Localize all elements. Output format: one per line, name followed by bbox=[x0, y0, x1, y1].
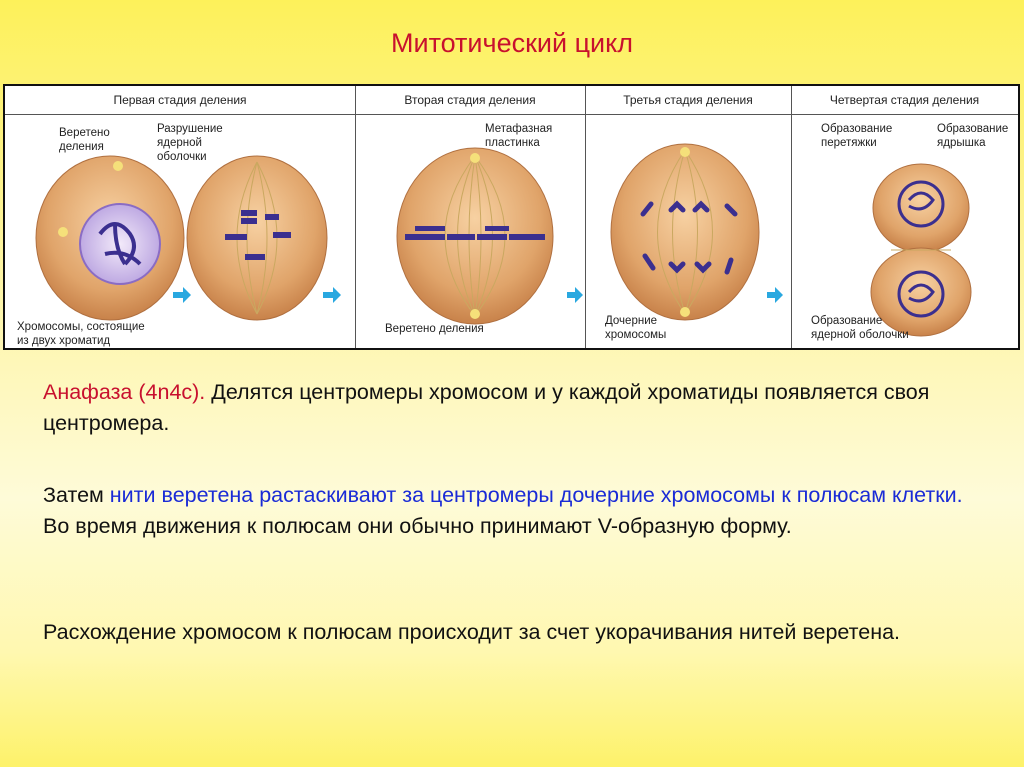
stage-1 bbox=[5, 86, 356, 348]
stage-3-illustration bbox=[585, 114, 791, 348]
label-envelope-breakdown: Разрушение ядерной оболочки bbox=[157, 123, 223, 163]
spindle-highlight: нити веретена растаскивают за центромеры дочерние хромосомы к полюсам клетки. bbox=[109, 483, 963, 507]
paragraph-anaphase bbox=[43, 377, 993, 439]
mitosis-diagram-panel bbox=[3, 84, 1020, 350]
cell-1b bbox=[187, 156, 327, 320]
label-spindle-2: Веретено деления bbox=[385, 323, 484, 335]
stage-2-header: Вторая стадия деления bbox=[355, 86, 585, 115]
label-constriction: Образование перетяжки bbox=[821, 123, 893, 149]
page-title: Митотический цикл bbox=[391, 28, 633, 58]
stage-3-header: Третья стадия деления bbox=[585, 86, 791, 115]
label-nucleolus: Образование ядрышка bbox=[937, 123, 1009, 149]
arrow-3 bbox=[567, 287, 583, 303]
arrow-2 bbox=[323, 287, 341, 303]
spindle-text: Во время движения к полюсам они обычно принимают V-образную форму. bbox=[43, 514, 792, 538]
label-daughter-chromosomes: Дочерние хромосомы bbox=[605, 315, 667, 341]
centrosome-1 bbox=[113, 161, 123, 171]
arrow-4 bbox=[767, 287, 783, 303]
label-nuclear-envelope: Образование ядерной оболочки bbox=[811, 315, 909, 341]
label-chromosomes: Хромосомы, состоящие из двух хроматид bbox=[17, 321, 145, 347]
stage-4 bbox=[791, 86, 1018, 348]
paragraph-spindle bbox=[43, 480, 993, 542]
cell-3 bbox=[611, 144, 759, 320]
stage-4-header: Четвертая стадия деления bbox=[791, 86, 1018, 115]
anaphase-text: Делятся центромеры хромосом и у каждой хроматиды появляется своя центромера. bbox=[43, 380, 930, 435]
centrosome-2 bbox=[58, 227, 68, 237]
nucleus bbox=[80, 204, 160, 284]
arrow-1 bbox=[173, 287, 191, 303]
spindle-intro: Затем bbox=[43, 483, 110, 507]
paragraph-divergence: Расхождение хромосом к полюсам происходит за счет укорачивания нитей веретена. bbox=[43, 620, 901, 644]
anaphase-term: Анафаза (4n4c). bbox=[43, 380, 206, 404]
label-metaphase-plate: Метафазная пластинка bbox=[485, 123, 553, 149]
stage-1-header: Первая стадия деления bbox=[5, 86, 355, 115]
stage-2 bbox=[355, 86, 586, 348]
stage-3 bbox=[585, 86, 792, 348]
label-spindle: Веретено деления bbox=[59, 127, 110, 153]
